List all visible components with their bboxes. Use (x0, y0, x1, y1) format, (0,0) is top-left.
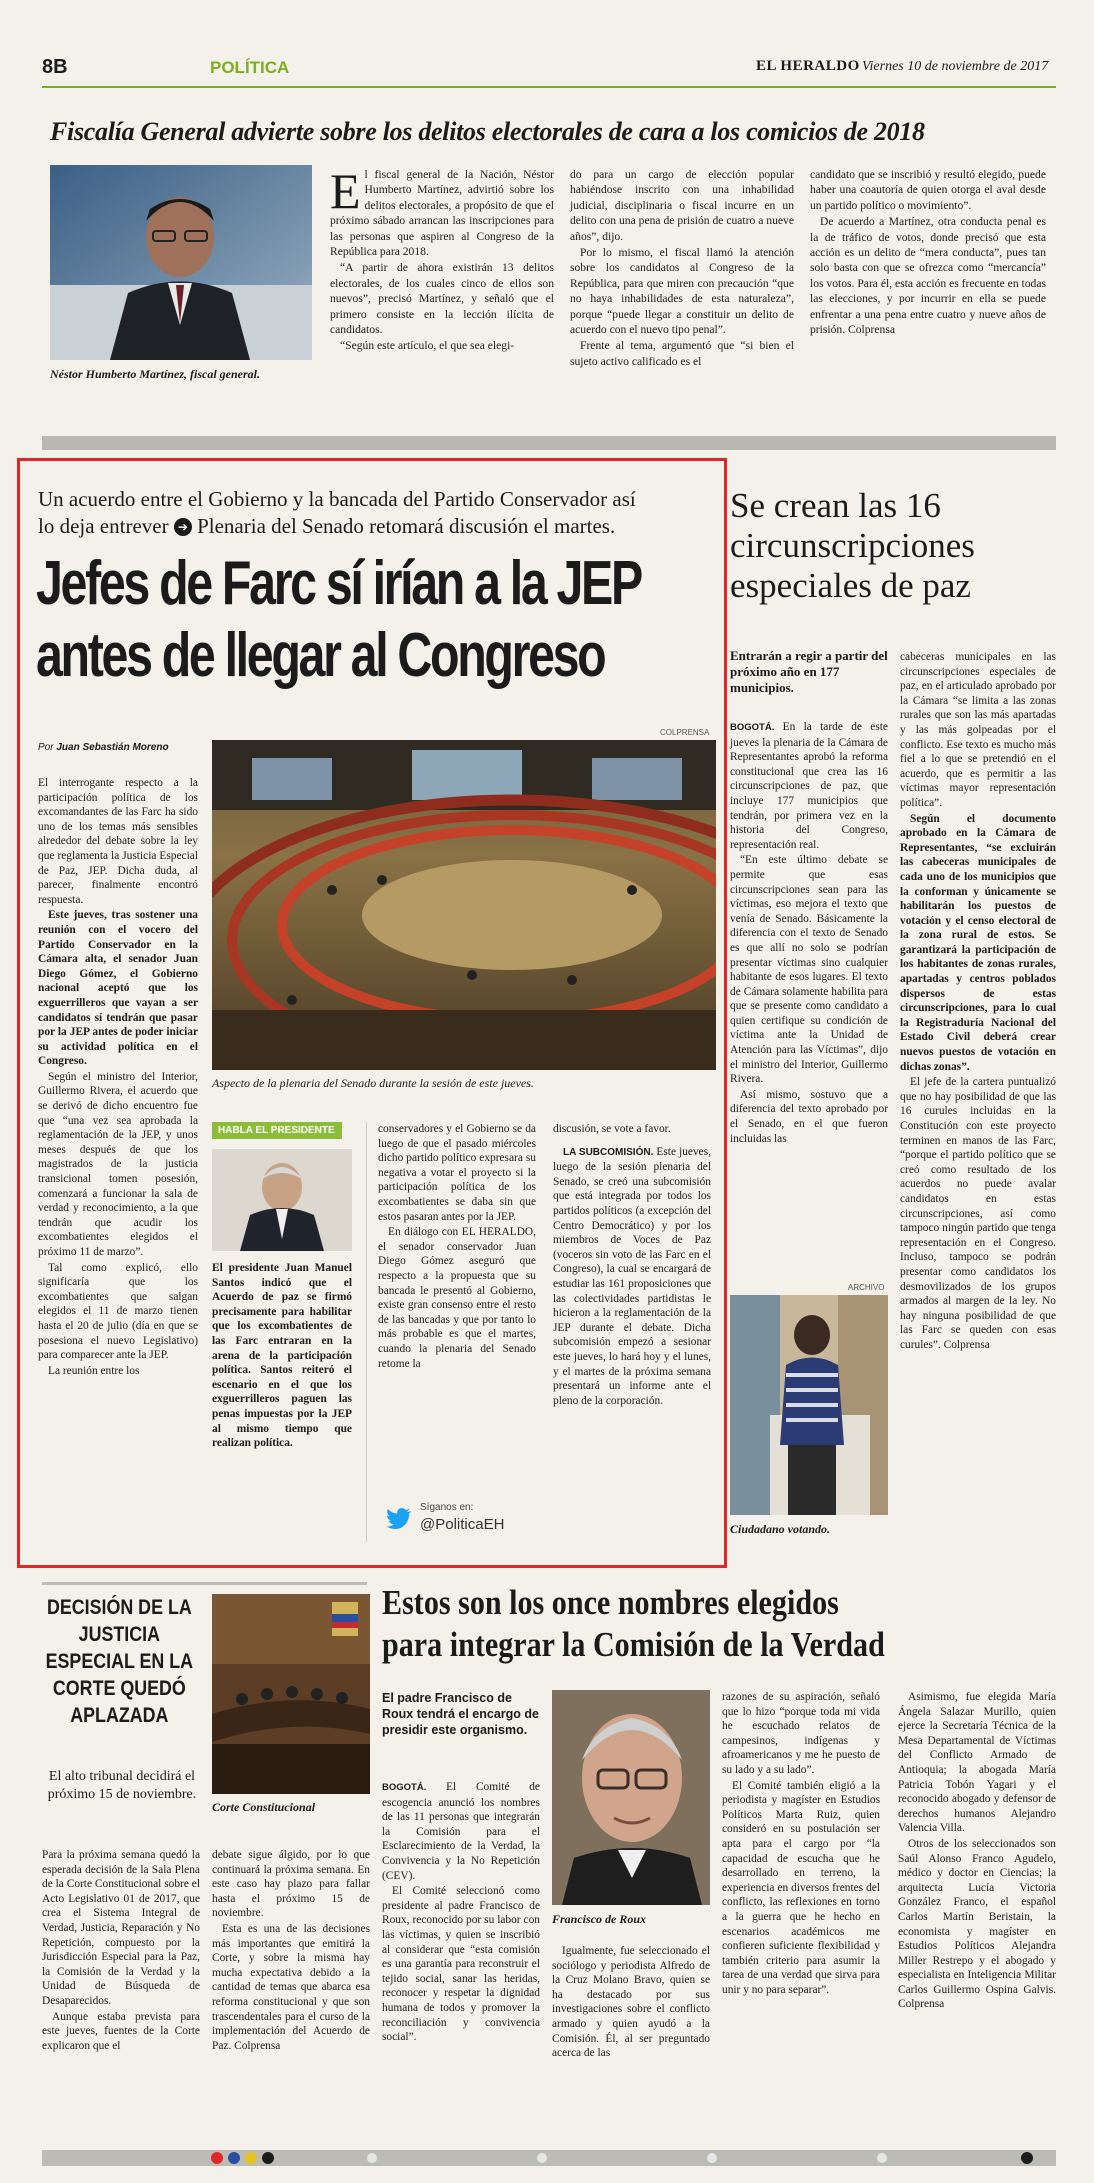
header-rule (42, 86, 1056, 88)
paragraph: El Comité seleccionó como presidente al padre Francisco de Roux, reconocido por su labor con las víctimas, y quien se inscribió al considerar que “esta comisión es una garantía para reconstruir el tejido social, sanar las heridas, reconocer y respetar la dignidad humana de todos y promover la reconciliación y convivencia social”. (382, 1885, 540, 2044)
bottom-right-col1 (382, 1780, 540, 2046)
top-story-photo (50, 165, 312, 360)
registration-marks (42, 2150, 1056, 2166)
bottom-right-col3 (722, 1690, 880, 1998)
footer-color-bar (42, 2150, 1056, 2166)
side-photo (730, 1295, 888, 1515)
masthead: EL HERALDO (756, 58, 860, 74)
main-photo (212, 740, 716, 1070)
side-story-deck: Entrarán a regir a partir del próximo año en 177 municipios. (730, 648, 888, 695)
main-photo-caption: Aspecto de la plenaria del Senado durante la sesión de este jueves. (212, 1076, 534, 1090)
paragraph: Otros de los seleccionados son Saúl Alonso Franco Agudelo, médico y doctor en Ciencias; la arquitecta Lucía Victoria González Franco, el español Carlos Martín Beristain, la economista y magíster en Estudios Políticos Alejandra Miller Restrepo y el abogado y especialista en Inteligencia Militar Carlos Guillermo Ospina Galvis. Colprensa (898, 1837, 1056, 2011)
bottom-right-col4 (898, 1690, 1056, 2013)
dateline: BOGOTÁ. (382, 1782, 427, 1793)
main-photo-credit: COLPRENSA (660, 728, 710, 737)
paragraph: debate sigue álgido, por lo que continuará la próxima semana. En este caso hay plazo para fallar hasta el próximo 15 de noviembre. (212, 1849, 370, 1920)
bottom-left-deck: El alto tribunal decidirá el próximo 15 de noviembre. (47, 1769, 197, 1802)
bottom-right-deck: El padre Francisco de Roux tendrá el encargo de presidir este organismo. (382, 1691, 539, 1737)
paragraph: Este jueves, tras sostener una reunión con el vocero del Partido Conservador en la Cámara alta, el senador Juan Diego Gómez, el Gobierno nacional aceptó que los exguerrilleros que vayan a ser candidatos sí tendrán que pasar por la JEP antes de poder iniciar su actividad política en el Congreso. (38, 909, 198, 1068)
subhead-paragraph (553, 1145, 711, 1409)
side-col2 (900, 650, 1056, 1354)
portrait-image (50, 165, 312, 360)
main-col4 (553, 1122, 711, 1409)
main-col3 (378, 1122, 536, 1372)
court-photo (212, 1594, 370, 1794)
side-photo-caption: Ciudadano votando. (730, 1522, 831, 1536)
paragraph: Tal como explicó, ello significaría que los excombatientes que salgan elegidos el 11 de marzo tienen hasta el 20 de julio (día en que se posesiona el nuevo Legislativo) para comparecer ante la JEP. (38, 1261, 198, 1362)
byline-name: Juan Sebastián Moreno (56, 742, 169, 753)
kicker-line-2 (38, 513, 718, 540)
top-story-caption: Néstor Humberto Martínez, fiscal general. (50, 367, 261, 381)
paragraph: Esta es una de las decisiones más importantes que emitirá la Corte, y sobre la misma hay mucha expectativa debido a la cantidad de temas que abarca esa reforma constitucional y que son trascendentales para el curso de la implementación del Acuerdo de Paz. Colprensa (212, 1922, 370, 2052)
dateline: BOGOTÁ. (730, 722, 775, 733)
paragraph: Según el ministro del Interior, Guillermo Rivera, el acuerdo que se derivó de dicho encuentro fue que “una vez sea aprobada la reglamentación de la JEP, y unos meses después de que los magistrados de la justicia transicional tomen posesión, comenzará a funcionar la sala de verdad y reconocimiento, a la que tendrán que acudir los excombatientes elegidos el próximo 11 de marzo”. (38, 1070, 198, 1258)
paragraph: Según el documento aprobado en la Cámara de Representantes, “se excluirán las cabeceras municipales de cada uno de los municipios que la conforman y únicamente se habilitarán los puestos de votación y el censo electoral de la zona rural de estos. Se garantizará la participación de los habitantes de zonas rurales, apartadas y centros poblados dispersos de estas circunscripciones, para lo cual la Registraduría Nacional del Estado Civil deberá crear nuevos puestos de votación en dichas zonas”. (900, 812, 1056, 1073)
paragraph: l fiscal general de la Nación, Néstor Humberto Martínez, advirtió sobre los delitos electorales, a propósito de que el próximo sábado arrancan las inscripciones para las personas que aspiren al Congreso de la República para 2018. (330, 168, 554, 259)
president-sidebar (212, 1122, 367, 1542)
social-handle[interactable]: @PoliticaEH (420, 1516, 505, 1533)
voter-image (730, 1295, 888, 1515)
main-kicker (38, 486, 718, 540)
court-room-image (212, 1594, 370, 1794)
issue-date: Viernes 10 de noviembre de 2017 (862, 59, 1049, 74)
paragraph-with-dateline (730, 720, 888, 852)
senate-plenary-image (212, 740, 716, 1070)
headline-line-1: Jefes de Farc sí irían a la JEP (36, 549, 641, 618)
social-label: Síganos en: (420, 1502, 474, 1513)
paragraph: cabeceras municipales en las circunscripciones especiales de paz, en el articulado aprobado por la Cámara “se limita a las zonas rurales que son las más apartadas y las más golpeadas por el conflicto. Ese texto es mucho más fiel a lo que se pretendió en el acuerdo, que es permitir a las víctimas mayor representación política”. (900, 651, 1056, 809)
top-story-col3 (810, 167, 1046, 338)
paragraph: do para un cargo de elección popular habiéndose inscrito con una inhabilidad judicial, disciplinaria o fiscal incurre en un delito con una pena de prisión de cuatro a nueve años”, dijo. (570, 168, 794, 243)
bottom-left-title: DECISIÓN DE LA JUSTICIA ESPECIAL EN LA CORTE QUEDÓ APLAZADA (45, 1596, 194, 1727)
paragraph: La reunión entre los (48, 1364, 140, 1377)
paragraph: De acuerdo a Martínez, otra conducta penal es la de tráfico de votos, donde precisó que esta acción es un delito de “mera conducta”, pues tan solo basta con que se ofrezca como “mercancía” los votos. Para él, esta acción es frecuente en todas las elecciones, y por incurrir en ella se puede enfrentar a una pena entre cuatro y nueve años de prisión. Colprensa (810, 215, 1046, 337)
paragraph: Por lo mismo, el fiscal llamó la atención sobre los candidatos al Congreso de la República, para que miren con precaución “que no haya inhabilidades de esta naturaleza”, porque “puede llegar a constituir un delito de acuerdo con el nuevo tipo penal”. (570, 246, 794, 337)
paragraph: candidato que se inscribió y resultó elegido, puede haber una coautoría de quien otorga el aval desde un partido político o movimiento”. (810, 168, 1046, 212)
arrow-icon: ➔ (174, 518, 192, 536)
paragraph: “En este último debate se permite que esas circunscripciones sean para las víctimas, eso mejora el texto que venía de Senado. Básicamente la diferencia con el texto de Senado es que allí no solo se podrían presentar víctimas sino cualquier habitante de esos lugares. El texto de Cámara solamente habilita para que se presente como candidato a quien certifique su condición de víctima ante la Unidad de Atención para las Víctimas”, dijo el ministro del Interior, Guillermo Rivera. (730, 854, 888, 1086)
paragraph: “A partir de ahora existirán 13 delitos electorales, de los cuales cinco de ellos son nuevos”, precisó Martínez, y señaló que el primero consiste en la lección ilícita de candidatos. (330, 261, 554, 337)
roux-photo-caption: Francisco de Roux (552, 1912, 647, 1926)
social-follow[interactable] (386, 1500, 536, 1540)
paragraph: “Según este artículo, el que sea elegi- (340, 339, 515, 353)
paragraph-with-dateline (382, 1780, 540, 1883)
byline (38, 742, 169, 753)
paragraph: Para la próxima semana quedó la esperada decisión de la Sala Plena de la Corte Constitucional sobre el Acto Legislativo 01 de 2017, que crea el Sistema Integral de Verdad, Justicia, Reparación y No Repetición, compuesto por la Jurisdicción Especial para la Paz, la Comisión de la Verdad y la Unidad de Búsqueda de Desaparecidos. (42, 1849, 200, 2007)
side-col1 (730, 720, 888, 1147)
headline-line-2: para integrar la Comisión de la Verdad (382, 1625, 885, 1664)
paragraph: Frente al tema, argumentó que “si bien el sujeto activo calificado es el (570, 339, 794, 368)
paragraph-text: El Comité de escogencia anunció los nombres de las 11 personas que integrarán la Comisión para el Esclarecimiento de la Verdad, la Convivencia y la No Repetición (CEV). (382, 1781, 540, 1882)
subsection-head: LA SUBCOMISIÓN. (563, 1146, 654, 1158)
sidebar-text: El presidente Juan Manuel Santos indicó que el Acuerdo de paz se firmó precisamente para habilitar que los excombatientes de las Farc entraran en la arena de la participación política. Santos reiteró el escenario en el que los exguerrilleros paguen las penas impuestas por la JEP al mismo tiempo que realizan política. (212, 1262, 352, 1450)
paragraph: El interrogante respecto a la participación política de los excomandantes de las Farc ha sido uno de los temas más sensibles alrededor del debate sobre la ley que reglamenta la Justicia Especial de Paz, JEP. Dicha duda, al parecer, finalmente encontró respuesta. (38, 777, 198, 906)
headline-line-2: antes de llegar al Congreso (36, 621, 605, 690)
headline-line-1: Estos son los once nombres elegidos (382, 1583, 839, 1622)
byline-prefix: Por (38, 742, 54, 753)
page-header (42, 54, 1056, 84)
main-headline (36, 548, 726, 718)
bottom-divider-left (42, 1582, 367, 1585)
side-photo-credit: ARCHIVO (848, 1283, 885, 1292)
paragraph: En diálogo con EL HERALDO, el senador conservador Juan Diego Gómez aseguró que respecto a la propuesta que su bancada le presentó al Gobierno, existe gran consenso entre el resto de las bancadas y que por tanto lo más probable es que el martes, cuando la plenaria del Senado retome la (378, 1226, 536, 1370)
president-photo (212, 1149, 352, 1251)
top-story-col1 (330, 163, 554, 355)
twitter-bird-icon (386, 1508, 412, 1530)
bottom-right-headline (382, 1582, 1062, 1666)
paragraph: discusión, se vote a favor. (553, 1123, 671, 1135)
paragraph: Igualmente, fue seleccionado el sociólogo y periodista Alfredo de la Cruz Molano Bravo, quien se ha destacado por sus investigaciones sobre el conflicto armado y quien ayudó a la Comisión. Él, al ser preguntado acerca de las (552, 1945, 710, 2060)
top-story (42, 105, 1056, 405)
bottom-right-col2 (552, 1944, 710, 2062)
court-photo-caption: Corte Constitucional (212, 1800, 316, 1814)
top-story-headline: Fiscalía General advierte sobre los delitos electorales de cara a los comicios de 2018 (50, 117, 925, 146)
sidebar-label: HABLA EL PRESIDENTE (212, 1122, 342, 1139)
kicker-text: lo deja entrever (38, 514, 169, 538)
side-story-headline: Se crean las 16 circunscripciones especiales de paz (730, 486, 975, 605)
paragraph: Asimismo, fue elegida María Ángela Salazar Murillo, quien ejerce la Secretaría Técnica de la Mesa Departamental de Víctimas del Conflicto Armado de Antioquia; la abogada María Patricia Tobón Yagari y el reconocido abogado y defensor de derechos humanos Alejandro Valencia Villa. (898, 1691, 1056, 1835)
drop-cap: E (330, 163, 361, 219)
main-col1 (38, 776, 198, 1379)
section-divider (42, 436, 1056, 450)
subsection-text: Este jueves, luego de la sesión plenaria del Senado, se creó una subcomisión que está integrada por todos los partidos políticos (a excepción del Centro Democrático) y por los miembros de Voces de Paz (voceros sin voto de las Farc en el Congreso), la cual se encargará de estudiar las 161 proposiciones que las colectividades partidistas le hicieron a la reglamentación de la JEP durante el debate. Dicha subcomisión empezó a sesionar este jueves, lo hará hoy y el lunes, y el martes de la próxima semana presentará un informe ante el pleno de la corporación. (553, 1145, 711, 1407)
kicker-line-1: Un acuerdo entre el Gobierno y la bancada del Partido Conservador así (38, 487, 636, 511)
roux-photo (552, 1690, 710, 1905)
section-name: POLÍTICA (210, 58, 290, 77)
portrait-image (212, 1149, 352, 1251)
bottom-left-headline (42, 1594, 202, 1774)
page-number: 8B (42, 56, 68, 78)
paragraph: El jefe de la cartera puntualizó que no hay posibilidad de que las 16 curules incluidas en la Constitución con este proyecto terminen en manos de las Farc, “porque el partido político que se creó como resultado de los acuerdos no puede avalar candidatos en estas circunscripciones, así como tampoco ningún partido que tenga representación en el Congreso. Incluso, tampoco se podrán presentar como candidatos los desmovilizados de los grupos armados al margen de la ley. No hay ninguna posibilidad de que las Farc se queden con esas curules”. Colprensa (900, 1076, 1056, 1351)
paragraph-text: En la tarde de este jueves la plenaria de la Cámara de Representantes aprobó la reforma constitucional que crea las 16 circunscripciones de paz, que incluye 177 municipios que tendrán, por primera vez en la historia del Congreso, representación real. (730, 721, 888, 851)
paragraph: Aunque estaba prevista para este jueves, fuentes de la Corte explicaron que el (42, 2010, 200, 2052)
bottom-left-col2 (212, 1848, 370, 2054)
kicker-text: Plenaria del Senado retomará discusión el martes. (197, 514, 616, 538)
paragraph: Así mismo, sostuvo que a diferencia del texto aprobado por el Senado, en el que fueron incluidas las (730, 1088, 888, 1145)
bottom-left-col1 (42, 1848, 200, 2054)
top-story-col2 (570, 167, 794, 370)
paragraph: conservadores y el Gobierno se da luego de que el pasado miércoles dicho partido político expresara su negativa a votar el proyecto si la participación política de los excombatientes se daba sin que estos pasaran antes por la JEP. (378, 1123, 536, 1223)
paragraph: razones de su aspiración, señaló que lo hizo “porque toda mi vida he escuchado relatos de campesinos, indígenas y afroamericanos y me he puesto de su lado y a su lado”. (722, 1691, 880, 1776)
paragraph: El Comité también eligió a la periodista y magíster en Estudios Políticos Marta Ruiz, quien consideró en su postulación ser apta para el cargo por “la capacidad de escucha que he desarrollado en terreno, la experiencia en diversos frentes del conflicto, las reflexiones en torno a la guerra que he hecho en escenarios académicos me confieren suficiente flexibilidad y también criterio para asumir la tarea de una verdad que sirva para unir y no para separar”. (722, 1779, 880, 1996)
portrait-image (552, 1690, 710, 1905)
